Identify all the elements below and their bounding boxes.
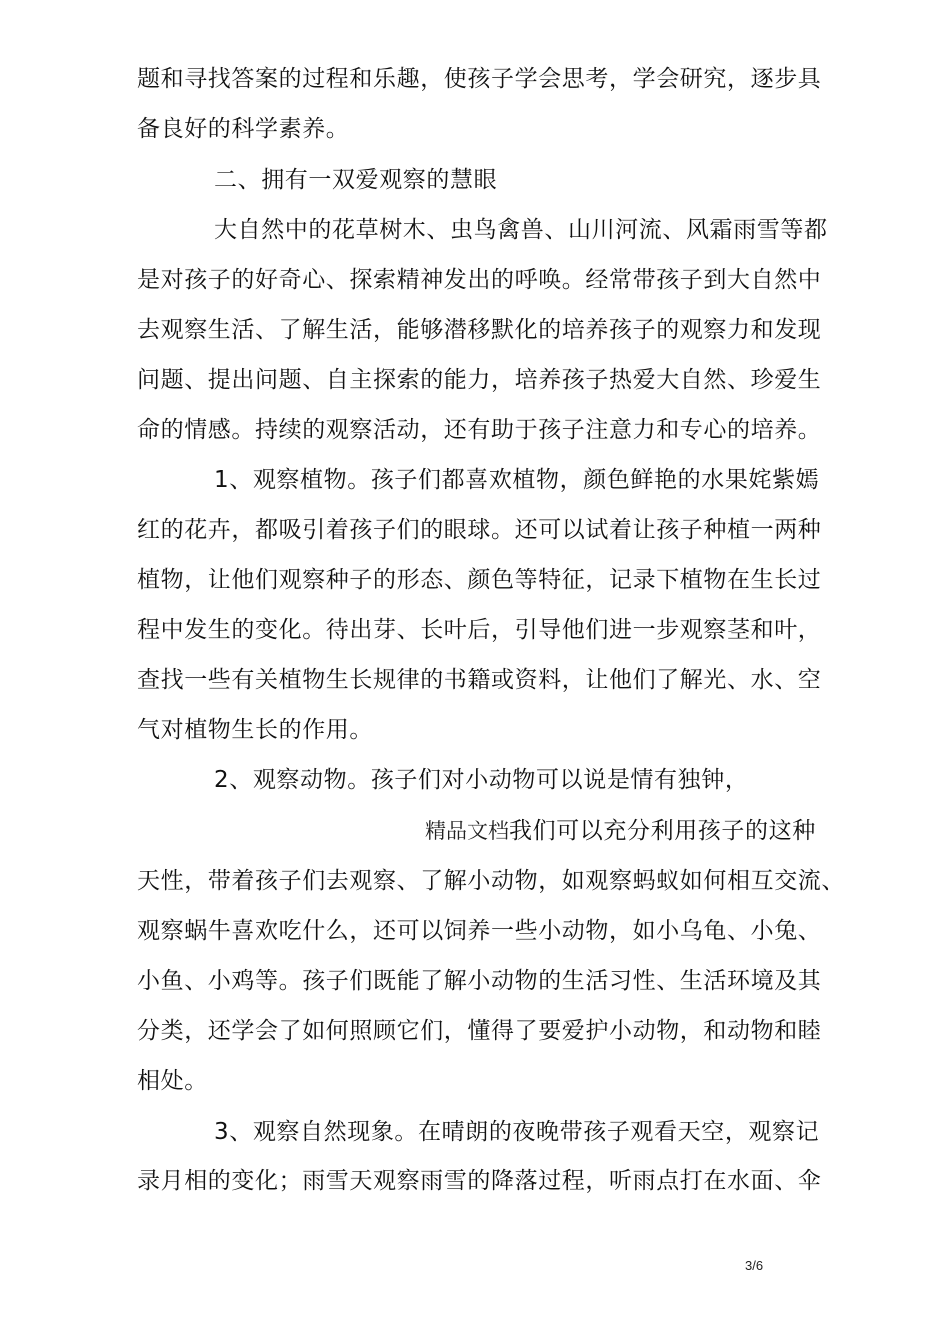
text-line bbox=[425, 816, 816, 846]
text-line: 录月相的变化；雨雪天观察雨雪的降落过程，听雨点打在水面、伞 bbox=[137, 1168, 822, 1194]
text-line: 红的花卉，都吸引着孩子们的眼球。还可以试着让孩子种植一两种 bbox=[137, 517, 822, 543]
page-number: 3/6 bbox=[745, 1258, 764, 1273]
text-line: 命的情感。持续的观察活动，还有助于孩子注意力和专心的培养。 bbox=[137, 417, 822, 443]
text-line-continuation: 我们可以充分利用孩子的这种 bbox=[509, 818, 816, 844]
text-line: 问题、提出问题、自主探索的能力，培养孩子热爱大自然、珍爱生 bbox=[137, 367, 822, 393]
text-line: 气对植物生长的作用。 bbox=[137, 717, 373, 743]
text-line: 2、观察动物。孩子们对小动物可以说是情有独钟， bbox=[214, 767, 749, 793]
text-line: 去观察生活、了解生活，能够潜移默化的培养孩子的观察力和发现 bbox=[137, 317, 822, 343]
text-line: 1、观察植物。孩子们都喜欢植物，颜色鲜艳的水果姹紫嫣 bbox=[214, 467, 820, 493]
text-line: 查找一些有关植物生长规律的书籍或资料，让他们了解光、水、空 bbox=[137, 667, 822, 693]
text-line: 观察蜗牛喜欢吃什么，还可以饲养一些小动物，如小乌龟、小兔、 bbox=[137, 918, 822, 944]
text-line: 植物，让他们观察种子的形态、颜色等特征，记录下植物在生长过 bbox=[137, 567, 822, 593]
text-line: 程中发生的变化。待出芽、长叶后，引导他们进一步观察茎和叶， bbox=[137, 617, 822, 643]
text-line: 备良好的科学素养。 bbox=[137, 116, 350, 142]
text-line: 是对孩子的好奇心、探索精神发出的呼唤。经常带孩子到大自然中 bbox=[137, 267, 822, 293]
watermark-label: 精品文档 bbox=[425, 819, 509, 843]
text-line: 小鱼、小鸡等。孩子们既能了解小动物的生活习性、生活环境及其 bbox=[137, 968, 822, 994]
text-line: 大自然中的花草树木、虫鸟禽兽、山川河流、风霜雨雪等都 bbox=[214, 217, 828, 243]
section-heading: 二、拥有一双爱观察的慧眼 bbox=[214, 167, 498, 193]
text-line: 3、观察自然现象。在晴朗的夜晚带孩子观看天空，观察记 bbox=[214, 1119, 820, 1145]
text-line: 相处。 bbox=[137, 1068, 208, 1094]
text-line: 分类，还学会了如何照顾它们，懂得了要爱护小动物，和动物和睦 bbox=[137, 1018, 822, 1044]
text-line: 题和寻找答案的过程和乐趣，使孩子学会思考，学会研究，逐步具 bbox=[137, 66, 822, 92]
text-line: 天性，带着孩子们去观察、了解小动物，如观察蚂蚁如何相互交流、 bbox=[137, 868, 845, 894]
